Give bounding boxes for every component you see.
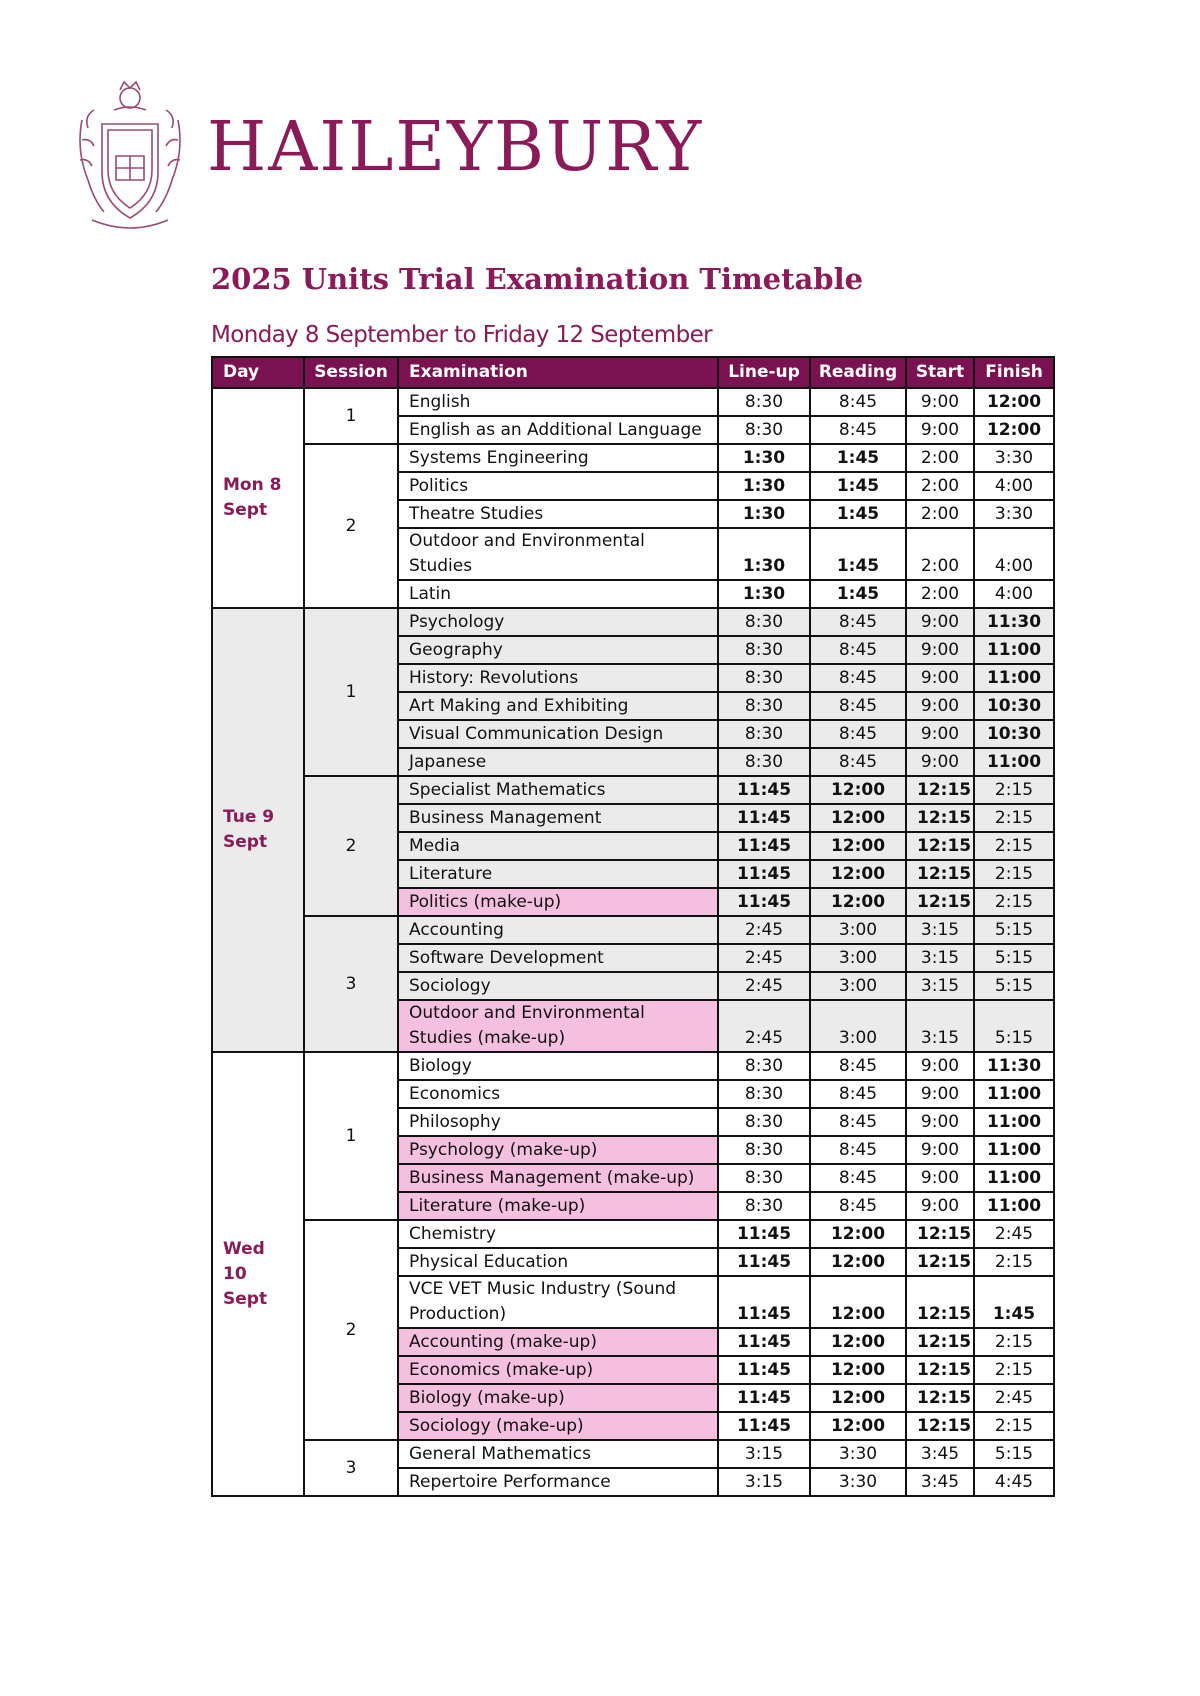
- finish-time-cell: 12:00: [974, 388, 1054, 416]
- finish-time-cell: 1:45: [974, 1276, 1054, 1328]
- lineup-time-cell: 2:45: [718, 916, 810, 944]
- day-group: [212, 1052, 1054, 1496]
- start-time-cell: 12:15: [906, 1276, 974, 1328]
- session-cell: 2: [304, 1220, 398, 1440]
- table-row: [212, 1440, 1054, 1468]
- exam-name-cell: English as an Additional Language: [398, 416, 718, 444]
- start-time-cell: 12:15: [906, 1220, 974, 1248]
- reading-time-cell: 3:30: [810, 1468, 906, 1496]
- exam-name-cell: English: [398, 388, 718, 416]
- reading-time-cell: 12:00: [810, 1384, 906, 1412]
- exam-name-cell: General Mathematics: [398, 1440, 718, 1468]
- lineup-time-cell: 1:30: [718, 444, 810, 472]
- finish-time-cell: 10:30: [974, 692, 1054, 720]
- reading-time-cell: 12:00: [810, 888, 906, 916]
- start-time-cell: 12:15: [906, 832, 974, 860]
- lineup-time-cell: 2:45: [718, 944, 810, 972]
- reading-time-cell: 12:00: [810, 1412, 906, 1440]
- start-time-cell: 3:15: [906, 916, 974, 944]
- reading-time-cell: 12:00: [810, 1328, 906, 1356]
- lineup-time-cell: 3:15: [718, 1468, 810, 1496]
- session-cell: 3: [304, 916, 398, 1052]
- reading-time-cell: 8:45: [810, 664, 906, 692]
- lineup-time-cell: 8:30: [718, 720, 810, 748]
- exam-name-cell: Psychology (make-up): [398, 1136, 718, 1164]
- column-header: Reading: [810, 357, 906, 388]
- start-time-cell: 3:15: [906, 1000, 974, 1052]
- finish-time-cell: 2:15: [974, 832, 1054, 860]
- exam-name-cell: Politics: [398, 472, 718, 500]
- lineup-time-cell: 1:30: [718, 500, 810, 528]
- reading-time-cell: 8:45: [810, 692, 906, 720]
- finish-time-cell: 5:15: [974, 972, 1054, 1000]
- start-time-cell: 12:15: [906, 1356, 974, 1384]
- lineup-time-cell: 11:45: [718, 832, 810, 860]
- lineup-time-cell: 11:45: [718, 1220, 810, 1248]
- start-time-cell: 2:00: [906, 444, 974, 472]
- lineup-time-cell: 8:30: [718, 388, 810, 416]
- start-time-cell: 2:00: [906, 500, 974, 528]
- lineup-time-cell: 8:30: [718, 692, 810, 720]
- reading-time-cell: 8:45: [810, 608, 906, 636]
- reading-time-cell: 3:30: [810, 1440, 906, 1468]
- exam-name-cell: Specialist Mathematics: [398, 776, 718, 804]
- lineup-time-cell: 8:30: [718, 1164, 810, 1192]
- lineup-time-cell: 11:45: [718, 1328, 810, 1356]
- finish-time-cell: 5:15: [974, 944, 1054, 972]
- start-time-cell: 12:15: [906, 1384, 974, 1412]
- lineup-time-cell: 11:45: [718, 1412, 810, 1440]
- lineup-time-cell: 8:30: [718, 748, 810, 776]
- reading-time-cell: 12:00: [810, 804, 906, 832]
- exam-name-cell: Geography: [398, 636, 718, 664]
- start-time-cell: 3:45: [906, 1440, 974, 1468]
- finish-time-cell: 2:15: [974, 776, 1054, 804]
- reading-time-cell: 8:45: [810, 416, 906, 444]
- exam-name-cell: History: Revolutions: [398, 664, 718, 692]
- reading-time-cell: 8:45: [810, 1052, 906, 1080]
- column-header: Examination: [398, 357, 718, 388]
- finish-time-cell: 11:30: [974, 1052, 1054, 1080]
- start-time-cell: 9:00: [906, 388, 974, 416]
- finish-time-cell: 5:15: [974, 1440, 1054, 1468]
- exam-name-cell: Accounting (make-up): [398, 1328, 718, 1356]
- finish-time-cell: 2:15: [974, 860, 1054, 888]
- start-time-cell: 12:15: [906, 860, 974, 888]
- table-row: [212, 776, 1054, 804]
- reading-time-cell: 8:45: [810, 1164, 906, 1192]
- start-time-cell: 9:00: [906, 1164, 974, 1192]
- lineup-time-cell: 11:45: [718, 1276, 810, 1328]
- reading-time-cell: 8:45: [810, 720, 906, 748]
- start-time-cell: 9:00: [906, 692, 974, 720]
- finish-time-cell: 11:00: [974, 1080, 1054, 1108]
- finish-time-cell: 3:30: [974, 444, 1054, 472]
- finish-time-cell: 4:00: [974, 472, 1054, 500]
- exam-name-cell: Art Making and Exhibiting: [398, 692, 718, 720]
- exam-name-cell: Outdoor and Environmental Studies (make-up): [398, 1000, 718, 1052]
- lineup-time-cell: 8:30: [718, 1108, 810, 1136]
- exam-name-cell: Politics (make-up): [398, 888, 718, 916]
- column-header: Session: [304, 357, 398, 388]
- table-row: [212, 916, 1054, 944]
- table-row: [212, 1220, 1054, 1248]
- day-cell: Wed 10 Sept: [212, 1052, 304, 1496]
- exam-name-cell: VCE VET Music Industry (Sound Production): [398, 1276, 718, 1328]
- start-time-cell: 12:15: [906, 1328, 974, 1356]
- reading-time-cell: 1:45: [810, 500, 906, 528]
- session-cell: 2: [304, 444, 398, 608]
- finish-time-cell: 5:15: [974, 916, 1054, 944]
- lineup-time-cell: 1:30: [718, 472, 810, 500]
- reading-time-cell: 1:45: [810, 472, 906, 500]
- start-time-cell: 9:00: [906, 748, 974, 776]
- start-time-cell: 9:00: [906, 1108, 974, 1136]
- exam-name-cell: Chemistry: [398, 1220, 718, 1248]
- finish-time-cell: 11:30: [974, 608, 1054, 636]
- table-row: [212, 608, 1054, 636]
- finish-time-cell: 3:30: [974, 500, 1054, 528]
- table-row: [212, 388, 1054, 416]
- finish-time-cell: 2:45: [974, 1384, 1054, 1412]
- exam-name-cell: Outdoor and Environmental Studies: [398, 528, 718, 580]
- lineup-time-cell: 8:30: [718, 1052, 810, 1080]
- start-time-cell: 9:00: [906, 720, 974, 748]
- finish-time-cell: 11:00: [974, 748, 1054, 776]
- reading-time-cell: 8:45: [810, 636, 906, 664]
- lineup-time-cell: 11:45: [718, 804, 810, 832]
- reading-time-cell: 8:45: [810, 388, 906, 416]
- lineup-time-cell: 11:45: [718, 1248, 810, 1276]
- exam-name-cell: Literature (make-up): [398, 1192, 718, 1220]
- column-header: Start: [906, 357, 974, 388]
- start-time-cell: 12:15: [906, 1412, 974, 1440]
- lineup-time-cell: 8:30: [718, 664, 810, 692]
- finish-time-cell: 11:00: [974, 664, 1054, 692]
- finish-time-cell: 4:00: [974, 580, 1054, 608]
- day-group: [212, 388, 1054, 608]
- finish-time-cell: 11:00: [974, 1108, 1054, 1136]
- page-title: 2025 Units Trial Examination Timetable: [211, 262, 864, 296]
- finish-time-cell: 2:15: [974, 804, 1054, 832]
- start-time-cell: 9:00: [906, 1192, 974, 1220]
- reading-time-cell: 1:45: [810, 528, 906, 580]
- reading-time-cell: 1:45: [810, 444, 906, 472]
- reading-time-cell: 12:00: [810, 1248, 906, 1276]
- lineup-time-cell: 1:30: [718, 580, 810, 608]
- reading-time-cell: 12:00: [810, 1356, 906, 1384]
- session-cell: 2: [304, 776, 398, 916]
- lineup-time-cell: 8:30: [718, 1080, 810, 1108]
- column-header: Day: [212, 357, 304, 388]
- start-time-cell: 9:00: [906, 1052, 974, 1080]
- start-time-cell: 2:00: [906, 580, 974, 608]
- finish-time-cell: 10:30: [974, 720, 1054, 748]
- lineup-time-cell: 11:45: [718, 1356, 810, 1384]
- reading-time-cell: 8:45: [810, 748, 906, 776]
- reading-time-cell: 8:45: [810, 1192, 906, 1220]
- column-header: Finish: [974, 357, 1054, 388]
- finish-time-cell: 2:15: [974, 1356, 1054, 1384]
- exam-name-cell: Systems Engineering: [398, 444, 718, 472]
- reading-time-cell: 12:00: [810, 860, 906, 888]
- reading-time-cell: 3:00: [810, 972, 906, 1000]
- reading-time-cell: 1:45: [810, 580, 906, 608]
- finish-time-cell: 2:15: [974, 1328, 1054, 1356]
- exam-name-cell: Visual Communication Design: [398, 720, 718, 748]
- lineup-time-cell: 2:45: [718, 972, 810, 1000]
- session-cell: 1: [304, 388, 398, 444]
- start-time-cell: 9:00: [906, 1080, 974, 1108]
- reading-time-cell: 3:00: [810, 1000, 906, 1052]
- exam-name-cell: Software Development: [398, 944, 718, 972]
- day-cell: Tue 9 Sept: [212, 608, 304, 1052]
- finish-time-cell: 2:45: [974, 1220, 1054, 1248]
- finish-time-cell: 11:00: [974, 1164, 1054, 1192]
- start-time-cell: 3:45: [906, 1468, 974, 1496]
- finish-time-cell: 12:00: [974, 416, 1054, 444]
- start-time-cell: 2:00: [906, 528, 974, 580]
- reading-time-cell: 12:00: [810, 776, 906, 804]
- exam-name-cell: Philosophy: [398, 1108, 718, 1136]
- reading-time-cell: 12:00: [810, 1220, 906, 1248]
- start-time-cell: 3:15: [906, 944, 974, 972]
- lineup-time-cell: 2:45: [718, 1000, 810, 1052]
- reading-time-cell: 8:45: [810, 1108, 906, 1136]
- exam-name-cell: Economics (make-up): [398, 1356, 718, 1384]
- finish-time-cell: 5:15: [974, 1000, 1054, 1052]
- timetable-table: [211, 356, 1055, 1497]
- school-wordmark: HAILEYBURY: [207, 108, 704, 187]
- session-cell: 1: [304, 608, 398, 776]
- exam-name-cell: Latin: [398, 580, 718, 608]
- lineup-time-cell: 8:30: [718, 608, 810, 636]
- start-time-cell: 9:00: [906, 1136, 974, 1164]
- start-time-cell: 12:15: [906, 888, 974, 916]
- reading-time-cell: 8:45: [810, 1136, 906, 1164]
- start-time-cell: 9:00: [906, 636, 974, 664]
- reading-time-cell: 12:00: [810, 1276, 906, 1328]
- exam-name-cell: Psychology: [398, 608, 718, 636]
- exam-name-cell: Physical Education: [398, 1248, 718, 1276]
- exam-name-cell: Economics: [398, 1080, 718, 1108]
- start-time-cell: 12:15: [906, 776, 974, 804]
- reading-time-cell: 12:00: [810, 832, 906, 860]
- lineup-time-cell: 11:45: [718, 776, 810, 804]
- day-group: [212, 608, 1054, 1052]
- exam-name-cell: Theatre Studies: [398, 500, 718, 528]
- finish-time-cell: 4:45: [974, 1468, 1054, 1496]
- exam-name-cell: Business Management: [398, 804, 718, 832]
- lineup-time-cell: 1:30: [718, 528, 810, 580]
- start-time-cell: 12:15: [906, 804, 974, 832]
- lineup-time-cell: 8:30: [718, 636, 810, 664]
- column-header: Line-up: [718, 357, 810, 388]
- lineup-time-cell: 3:15: [718, 1440, 810, 1468]
- table-header-row: [212, 357, 1054, 388]
- lineup-time-cell: 11:45: [718, 888, 810, 916]
- lineup-time-cell: 8:30: [718, 1136, 810, 1164]
- lineup-time-cell: 8:30: [718, 416, 810, 444]
- exam-name-cell: Repertoire Performance: [398, 1468, 718, 1496]
- exam-name-cell: Accounting: [398, 916, 718, 944]
- session-cell: 1: [304, 1052, 398, 1220]
- reading-time-cell: 3:00: [810, 916, 906, 944]
- finish-time-cell: 2:15: [974, 1248, 1054, 1276]
- table-row: [212, 444, 1054, 472]
- start-time-cell: 9:00: [906, 416, 974, 444]
- exam-name-cell: Biology: [398, 1052, 718, 1080]
- exam-name-cell: Sociology: [398, 972, 718, 1000]
- lineup-time-cell: 8:30: [718, 1192, 810, 1220]
- finish-time-cell: 2:15: [974, 888, 1054, 916]
- reading-time-cell: 3:00: [810, 944, 906, 972]
- lineup-time-cell: 11:45: [718, 1384, 810, 1412]
- start-time-cell: 9:00: [906, 608, 974, 636]
- table-row: [212, 1052, 1054, 1080]
- exam-name-cell: Japanese: [398, 748, 718, 776]
- exam-name-cell: Media: [398, 832, 718, 860]
- session-cell: 3: [304, 1440, 398, 1496]
- lineup-time-cell: 11:45: [718, 860, 810, 888]
- reading-time-cell: 8:45: [810, 1080, 906, 1108]
- finish-time-cell: 2:15: [974, 1412, 1054, 1440]
- start-time-cell: 12:15: [906, 1248, 974, 1276]
- finish-time-cell: 4:00: [974, 528, 1054, 580]
- day-cell: Mon 8 Sept: [212, 388, 304, 608]
- start-time-cell: 3:15: [906, 972, 974, 1000]
- exam-name-cell: Sociology (make-up): [398, 1412, 718, 1440]
- finish-time-cell: 11:00: [974, 636, 1054, 664]
- page-subtitle: Monday 8 September to Friday 12 September: [211, 322, 713, 348]
- exam-name-cell: Literature: [398, 860, 718, 888]
- exam-name-cell: Biology (make-up): [398, 1384, 718, 1412]
- start-time-cell: 2:00: [906, 472, 974, 500]
- exam-name-cell: Business Management (make-up): [398, 1164, 718, 1192]
- finish-time-cell: 11:00: [974, 1192, 1054, 1220]
- finish-time-cell: 11:00: [974, 1136, 1054, 1164]
- start-time-cell: 9:00: [906, 664, 974, 692]
- school-crest-logo: [74, 80, 186, 236]
